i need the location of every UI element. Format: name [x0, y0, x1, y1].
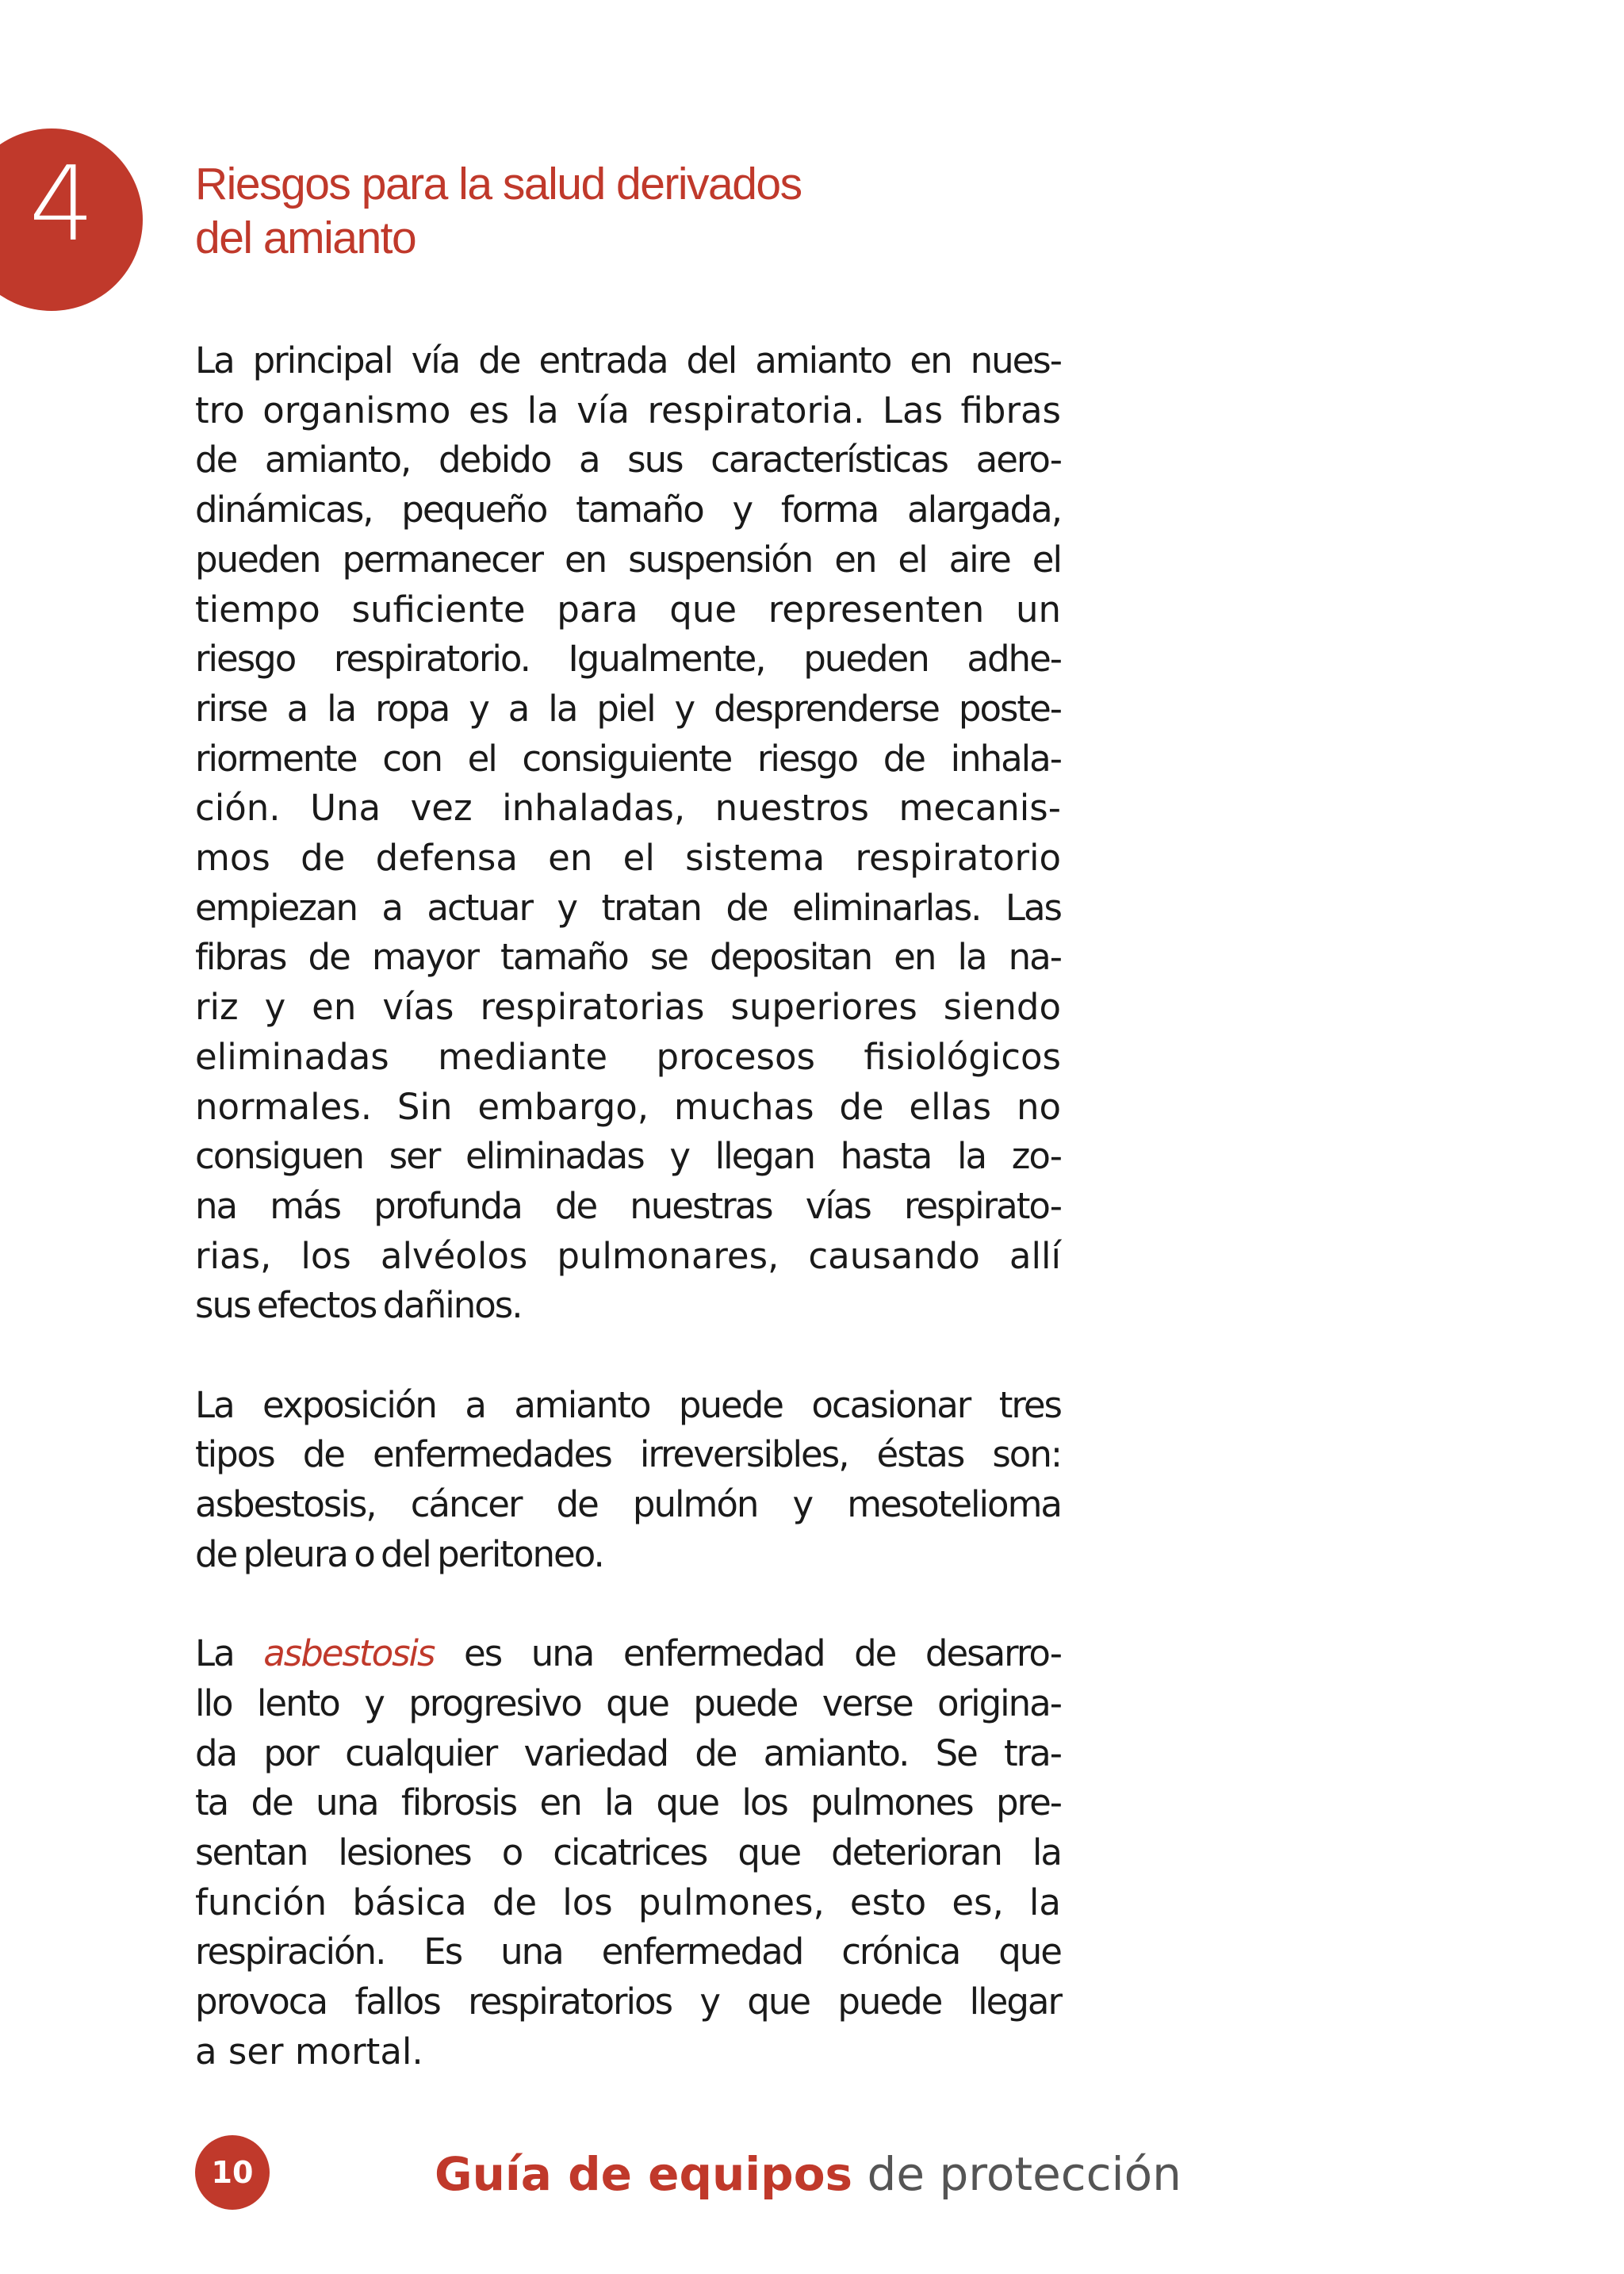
text-line: na más profunda de nuestras vías respirato- — [195, 1184, 1061, 1227]
text-line: eliminadas mediante procesos fisiológicos — [195, 1035, 1061, 1078]
text-line: da por cualquier variedad de amianto. Se tra- — [195, 1731, 1061, 1774]
text-line: normales. Sin embargo, muchas de ellas no — [195, 1085, 1061, 1128]
page-number: 10 — [211, 2155, 254, 2190]
text-line: rias, los alvéolos pulmonares, causando allí — [195, 1234, 1061, 1277]
paragraph-diseases — [195, 1381, 1061, 1580]
chapter-title-line: del amianto — [195, 213, 416, 263]
text-line: La principal vía de entrada del amianto en nues- — [195, 339, 1061, 382]
text-line: tro organismo es la vía respiratoria. Las fibras — [195, 389, 1061, 431]
text-line: riormente con el consiguiente riesgo de inhala- — [195, 737, 1061, 780]
text-line: a ser mortal. — [195, 2030, 423, 2073]
text-fragment: La — [195, 1632, 264, 1675]
body-text — [195, 336, 1061, 2126]
text-line — [195, 1629, 1061, 1679]
text-line: sus efectos dañinos. — [195, 1284, 522, 1327]
text-line: llo lento y progresivo que puede verse origina- — [195, 1682, 1061, 1724]
text-line: riesgo respiratorio. Igualmente, pueden adhe- — [195, 638, 1061, 681]
text-line: de pleura o del peritoneo. — [195, 1532, 603, 1575]
text-fragment: es una enfermedad de desarro- — [434, 1632, 1061, 1675]
text-line: tiempo suficiente para que representen un — [195, 588, 1061, 631]
text-line: empiezan a actuar y tratan de eliminarlas. Las — [195, 886, 1061, 929]
text-line: asbestosis, cáncer de pulmón y mesotelioma — [195, 1483, 1061, 1526]
text-line: tipos de enfermedades irreversibles, éstas son: — [195, 1433, 1061, 1476]
text-line: ción. Una vez inhaladas, nuestros mecanis- — [195, 787, 1061, 830]
text-line: fibras de mayor tamaño se depositan en la na- — [195, 936, 1061, 979]
footer-title-light: de protección — [852, 2147, 1182, 2201]
paragraph-intro — [195, 336, 1061, 1331]
text-line: de amianto, debido a sus características aero- — [195, 439, 1061, 481]
chapter-title-line: Riesgos para la salud derivados — [195, 159, 802, 209]
footer-title — [435, 2146, 1182, 2203]
highlighted-term: asbestosis — [263, 1632, 435, 1675]
text-line: respiración. Es una enfermedad crónica que — [195, 1931, 1061, 1973]
text-line: función básica de los pulmones, esto es, la — [195, 1881, 1061, 1923]
text-line: consiguen ser eliminadas y llegan hasta la zo- — [195, 1135, 1061, 1178]
text-line: provoca fallos respiratorios y que puede llegar — [195, 1981, 1061, 2023]
text-line: ta de una fibrosis en la que los pulmones pre- — [195, 1781, 1061, 1824]
text-line: riz y en vías respiratorias superiores siendo — [195, 986, 1061, 1029]
text-line: mos de defensa en el sistema respiratorio — [195, 837, 1061, 880]
text-line: rirse a la ropa y a la piel y desprenderse poste- — [195, 687, 1061, 730]
text-line: pueden permanecer en suspensión en el aire el — [195, 538, 1061, 581]
text-line: La exposición a amianto puede ocasionar tres — [195, 1383, 1061, 1426]
chapter-title — [195, 157, 988, 265]
footer-title-bold: Guía de equipos — [435, 2147, 853, 2201]
chapter-number: 4 — [29, 144, 95, 264]
text-line: dinámicas, pequeño tamaño y forma alargada, — [195, 489, 1061, 531]
text-line: sentan lesiones o cicatrices que deterioran la — [195, 1831, 1061, 1874]
paragraph-asbestosis — [195, 1629, 1061, 2077]
